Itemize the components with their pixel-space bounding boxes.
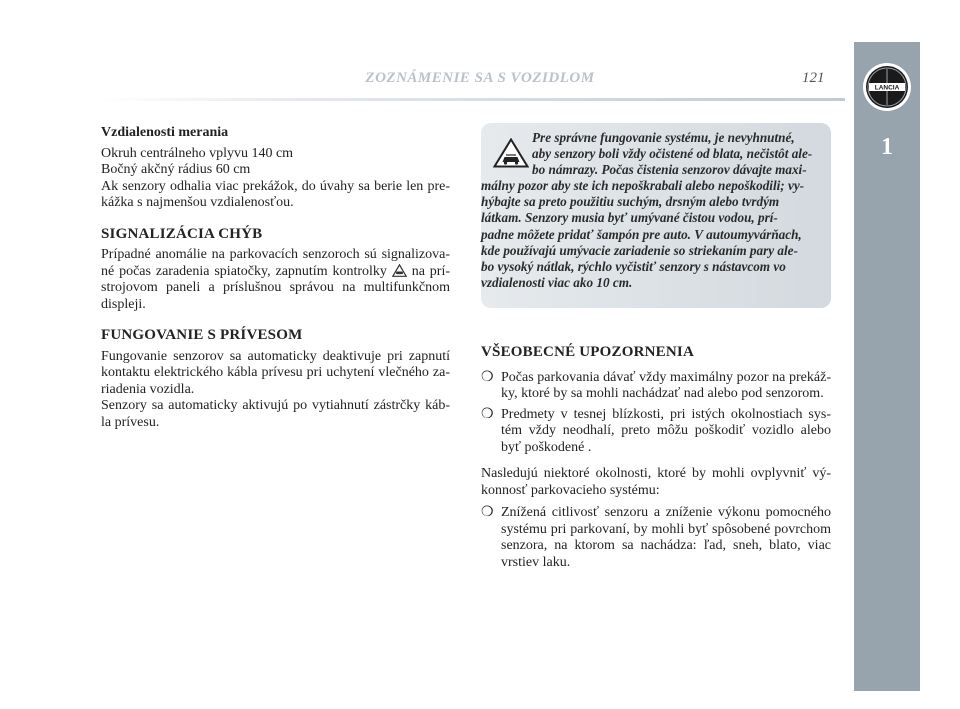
warning-line: bo námrazy. Počas čistenia senzorov dávajte maxi- xyxy=(532,162,807,178)
distances-line-1: Okruh centrálneho vplyvu 140 cm xyxy=(101,145,294,161)
warning-line: kde používajú umývacie zariadenie so striekaním pary ale- xyxy=(481,242,798,258)
warning-line: Pre správne fungovanie systému, je nevyhnutné, xyxy=(532,130,795,145)
list-item xyxy=(481,407,831,457)
page-header-title: ZOZNÁMENIE SA S VOZIDLOM xyxy=(365,70,595,86)
distances-heading: Vzdialenosti merania xyxy=(101,125,229,140)
list-item xyxy=(481,505,831,571)
page-number: 121 xyxy=(802,70,825,86)
warning-line: bo vysoký nátlak, rýchlo vyčistiť senzory s nástavcom vo xyxy=(481,258,786,274)
chapter-number: 1 xyxy=(881,134,893,160)
list-item xyxy=(481,370,831,403)
errors-heading: SIGNALIZÁCIA CHÝB xyxy=(101,225,263,242)
warning-line: aby senzory boli vždy očistené od blata, nečistôt ale- xyxy=(532,146,813,162)
warning-line: hýbajte sa preto použitiu suchým, drsným alebo tvrdým xyxy=(481,194,780,210)
bullet-text: Znížená citlivosť senzoru a zníženie výkonu pomocného systému pri parkovaní, by mohli byť spôsobené povrchom senzora, na ktorom sa nachádza: ľad, sneh, blato, viac vrstiev laku. xyxy=(501,505,831,570)
header-rule xyxy=(100,98,845,101)
bullet-text: Počas parkovania dávať vždy maximálny pozor na prekáž-ky, ktoré by sa mohli nachádzať nad alebo pod senzorom. xyxy=(501,369,831,401)
left-column xyxy=(101,125,450,431)
warning-text xyxy=(481,130,823,291)
errors-text-before-icon: Prípadné anomálie na parkovacích senzoroch sú signalizova-né počas zaradenia spiatočky, zapnutím kontrolky xyxy=(101,247,450,279)
warning-light-icon xyxy=(392,264,407,277)
lancia-logo-icon xyxy=(862,62,912,112)
general-paragraph: Nasledujú niektoré okolnosti, ktoré by mohli ovplyvniť vý-konnosť parkovacieho systému: xyxy=(481,466,831,498)
trailer-heading: FUNGOVANIE S PRÍVESOM xyxy=(101,327,303,343)
distances-line-2: Bočný akčný rádius 60 cm xyxy=(101,162,251,177)
bullet-icon: ❍ xyxy=(481,505,494,520)
general-section xyxy=(481,344,831,575)
warning-line: padne môžete pridať šampón pre auto. V autoumyvárňach, xyxy=(481,226,802,242)
warning-line: vzdialenosti viac ako 10 cm. xyxy=(481,274,633,290)
trailer-text-2: Senzory sa automaticky aktivujú po vytiahnutí zástrčky káb-la prívesu. xyxy=(101,398,450,430)
bullet-icon: ❍ xyxy=(481,406,494,422)
general-heading: VŠEOBECNÉ UPOZORNENIA xyxy=(481,344,694,360)
errors-text-after-icon: na prí-strojovom paneli a príslušnou správou na multifunkčnom displeji. xyxy=(101,263,451,312)
errors-text xyxy=(101,247,450,313)
warning-line: látkam. Senzory musia byť umývané čistou vodou, prí- xyxy=(481,210,778,226)
distances-line-3: Ak senzory odhalia viac prekážok, do úvahy sa berie len pre-kážka s najmenšou vzdialenosťou. xyxy=(101,178,450,210)
warning-line: málny pozor aby ste ich nepoškrabali alebo nepoškodili; vy- xyxy=(481,178,805,194)
trailer-text-1: Fungovanie senzorov sa automaticky deaktivuje pri zapnutí kontaktu elektrického kábla prívesu pri uchytení vlečného za-riadenia vozidla. xyxy=(101,348,450,397)
bullet-text: Predmety v tesnej blízkosti, pri istých okolnostiach sys-tém vždy neodhalí, preto môžu poškodiť vozidlo alebo byť poškodené . xyxy=(501,406,831,455)
svg-text:LANCIA: LANCIA xyxy=(874,84,900,92)
bullet-icon: ❍ xyxy=(481,369,494,385)
